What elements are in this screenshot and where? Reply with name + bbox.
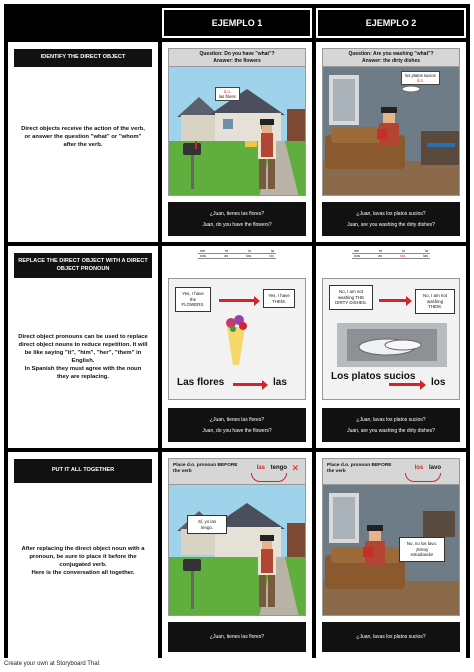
- pronoun-verb: [257, 465, 287, 471]
- row3-ex1-placement-box: [169, 459, 305, 485]
- row2-ex2-caption: [322, 408, 460, 442]
- conj-cell: los: [246, 254, 252, 258]
- caption-english: Juan, are you washing the dirty dishes?: [347, 427, 435, 434]
- row3-ex1-speech-bubble: Sí, yo las tengo.: [187, 515, 227, 534]
- conj-cell: os: [378, 254, 383, 258]
- cross-icon: ✕: [291, 463, 299, 473]
- do-label: d.o.: [416, 78, 424, 83]
- caption-spanish: ¿Juan, lavas los platos sucios?: [356, 634, 426, 640]
- sink-dishes-icon: [337, 323, 447, 367]
- header-example-1: EJEMPLO 1: [162, 8, 312, 38]
- verb-word: lavo: [428, 465, 441, 471]
- row3-title-cell: [8, 452, 158, 658]
- row2-ex1-bubble-left: Yes, I have the FLOWERS.: [175, 287, 211, 312]
- row2-ex1-scene: [168, 278, 306, 400]
- placement-label: Place d.o. pronoun BEFORE the verb: [173, 463, 238, 475]
- row1-example1-panel: [162, 42, 312, 242]
- row1-ex1-caption: [168, 202, 306, 236]
- footer-credit: Create your own at Storyboard That: [4, 661, 100, 667]
- row2-description: Direct object pronouns can be used to replace direct object nouns to reduce repetition. It will be like saying "it", "him", "her", "them" in English. In Spanish they must agree with the noun they are replacing.: [18, 334, 148, 380]
- row1-ex2-caption: [322, 202, 460, 236]
- row3-ex2-scene: [322, 458, 460, 616]
- row2-ex1-caption: [168, 408, 306, 442]
- conj-cell: las: [423, 254, 428, 258]
- caption-spanish: ¿Juan, tienes las flores?: [209, 634, 265, 640]
- row3-title: PUT IT ALL TOGETHER: [14, 459, 152, 483]
- row3-ex1-caption: [168, 622, 306, 652]
- row1-ex1-answer: Answer: the flowers: [213, 57, 261, 64]
- row2-ex2-bubble-left: No, I am not washing THE DIRTY DISHES.: [329, 285, 373, 310]
- row1-description: Direct objects receive the action of the verb, or answer the question "what" or "whom" after the verb.: [21, 126, 145, 148]
- row2-ex2-scene: [322, 278, 460, 400]
- row2-ex2-bubble-right: No, I am not washing THEM.: [415, 289, 455, 314]
- caption-english: Juan, do you have the flowers?: [202, 221, 272, 228]
- placement-label: Place d.o. pronoun BEFORE the verb: [327, 463, 392, 475]
- row1-ex2-question: Question: Are you washing "what"?: [348, 51, 434, 57]
- row2-title: REPLACE THE DIRECT OBJECT WITH A DIRECT OBJECT PRONOUN: [14, 253, 152, 278]
- caption-spanish: ¿Juan, tienes las flores?: [209, 210, 265, 217]
- row1-title-cell: [8, 42, 158, 242]
- do-noun: las flores: [219, 94, 236, 99]
- row1-ex1-question: Question: Do you have "what"?: [199, 51, 275, 57]
- caption-spanish: ¿Juan, lavas los platos sucios?: [356, 416, 426, 423]
- curved-arrow: [251, 473, 287, 482]
- red-arrow: [379, 299, 407, 302]
- verb-word: tengo: [270, 465, 287, 471]
- do-label: d.o.: [223, 89, 231, 94]
- pronoun-word: los: [414, 465, 424, 471]
- row2-title-cell: [8, 246, 158, 448]
- conj-cell: lo: [248, 249, 252, 253]
- curved-arrow: [405, 473, 441, 482]
- row1-ex1-scene: [168, 48, 306, 196]
- conj-cell: te: [225, 249, 229, 253]
- conjugation-table: [198, 249, 276, 259]
- caption-english: Juan, do you have the flowers?: [202, 427, 272, 434]
- storyboard: [4, 4, 470, 658]
- row1-ex1-question-box: [169, 49, 305, 67]
- flower-bouquet-icon: [221, 313, 251, 367]
- header-example-2: EJEMPLO 2: [316, 8, 466, 38]
- conj-row-2: [352, 254, 430, 259]
- house-lawn-illustration: [169, 49, 306, 196]
- pronoun-label: los: [431, 377, 446, 388]
- row3-ex1-scene: [168, 458, 306, 616]
- red-arrow: [233, 383, 263, 386]
- pronoun-word: las: [256, 465, 265, 471]
- caption-spanish: ¿Juan, lavas los platos sucios?: [356, 210, 426, 217]
- row2-ex1-bubble-right: Yes, I have THEM.: [263, 289, 295, 308]
- conj-cell: nos: [200, 254, 207, 258]
- conj-row-2: [198, 254, 276, 259]
- pronoun-verb: [415, 465, 441, 471]
- red-arrow: [219, 299, 255, 302]
- row1-example2-panel: [316, 42, 466, 242]
- conj-cell: lo: [402, 249, 406, 253]
- red-arrow: [389, 383, 421, 386]
- do-noun: los platos sucios: [405, 73, 436, 78]
- row1-ex2-question-box: [323, 49, 459, 67]
- row3-ex2-placement-box: [323, 459, 459, 485]
- caption-spanish: ¿Juan, tienes las flores?: [209, 416, 265, 423]
- row3-example1-panel: [162, 452, 312, 658]
- row2-example2-panel: [316, 246, 466, 448]
- dish-icon: [401, 85, 421, 93]
- header-blank: [8, 8, 158, 38]
- conjugation-table: [352, 249, 430, 259]
- caption-english: Juan, are you washing the dirty dishes?: [347, 221, 435, 228]
- conj-cell: te: [379, 249, 383, 253]
- conj-cell: la: [425, 249, 428, 253]
- row2-example1-panel: [162, 246, 312, 448]
- row3-ex2-caption: [322, 622, 460, 652]
- conj-cell-highlight: los: [400, 254, 406, 258]
- noun-label: Los platos sucios: [331, 371, 416, 382]
- row1-title: IDENTIFY THE DIRECT OBJECT: [14, 49, 152, 67]
- pronoun-label: las: [273, 377, 287, 388]
- row1-ex2-do-tag: [401, 71, 440, 85]
- conj-cell: os: [224, 254, 229, 258]
- row1-ex1-do-tag: [215, 87, 240, 101]
- conj-cell: me: [354, 249, 360, 253]
- conj-cell: nos: [354, 254, 361, 258]
- noun-label: Las flores: [177, 377, 225, 388]
- row3-example2-panel: [316, 452, 466, 658]
- row1-ex2-scene: [322, 48, 460, 196]
- row3-ex2-speech-bubble: No, no los lavo. ¡Estoy estudiando!: [399, 537, 445, 562]
- conj-cell-highlight: las: [269, 254, 274, 258]
- conj-cell: la: [271, 249, 274, 253]
- row3-description: After replacing the direct object noun with a pronoun, be sure to place it before the conjugated verb. Here is the conversation all together.: [21, 546, 145, 576]
- row1-ex2-answer: Answer: the dirty dishes: [361, 57, 421, 64]
- conj-cell: me: [200, 249, 206, 253]
